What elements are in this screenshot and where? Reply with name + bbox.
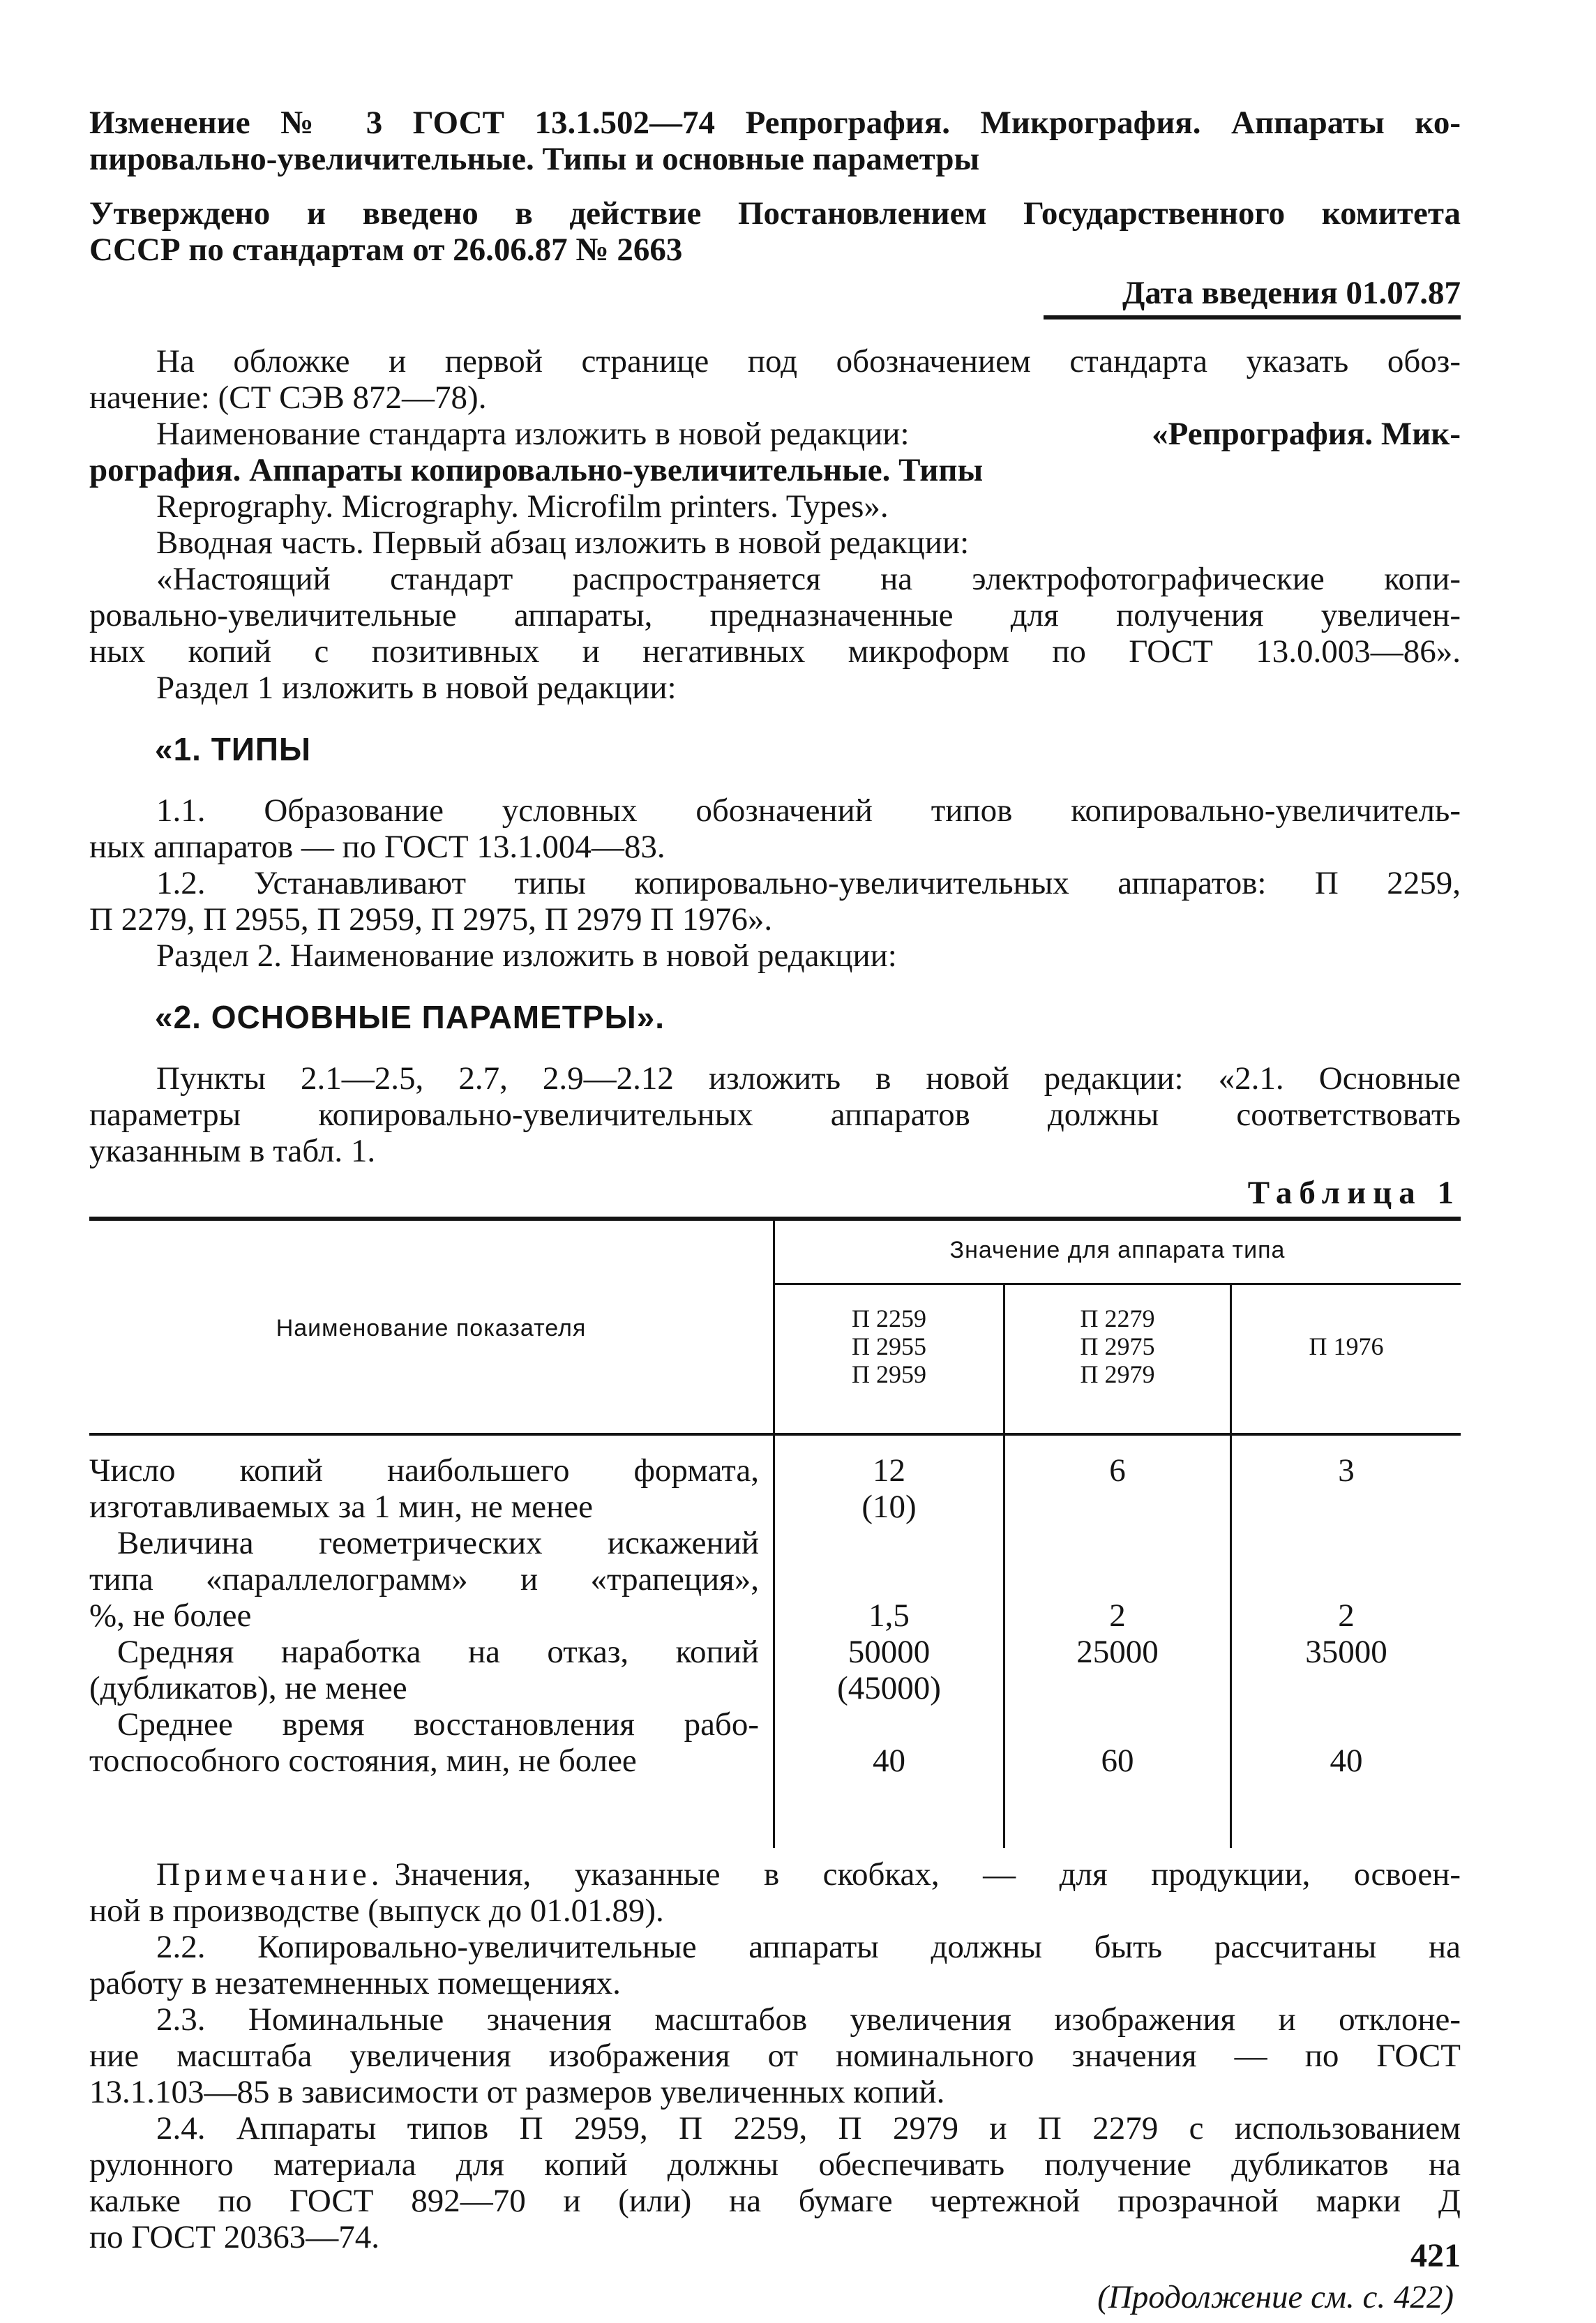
table-row	[89, 1452, 759, 1525]
title-change-line1	[89, 416, 1461, 452]
section1-heading: «1. ТИПЫ	[155, 731, 311, 767]
clause-2-3-line1: 2.3. Номинальные значения масштабов увеличения изображения и отклоне-	[156, 2001, 1461, 2038]
row1-value-col2: 6	[1109, 1452, 1126, 1489]
title-change-text: Наименование стандарта изложить в новой редакции:	[156, 416, 910, 452]
section2-name-note: Раздел 2. Наименование изложить в новой редакции:	[156, 938, 897, 974]
model-label: П 2955	[852, 1332, 926, 1360]
table-row	[89, 1634, 759, 1706]
clause-1-2-line2: П 2279, П 2955, П 2959, П 2975, П 2979 П 1976».	[89, 901, 773, 938]
row1-value-col3: 3	[1338, 1452, 1355, 1489]
model-label: П 2979	[1080, 1360, 1155, 1388]
header-models-col1	[775, 1305, 1003, 1388]
row-name-line: типа «параллелограмм» и «трапеция»,	[89, 1561, 759, 1597]
row-name-line: Величина геометрических искажений	[117, 1525, 759, 1561]
header-indicator-name: Наименование показателя	[276, 1315, 587, 1341]
header-models-col2	[1005, 1305, 1230, 1388]
cover-note-line1: На обложке и первой странице под обозначением стандарта указать обоз-	[156, 343, 1461, 379]
row1-value-col1	[775, 1452, 1003, 1525]
cell-value: 50000	[848, 1634, 931, 1670]
note-line2: ной в производстве (выпуск до 01.01.89).	[89, 1893, 664, 1929]
row3-value-col3: 35000	[1305, 1634, 1387, 1670]
clause-1-1-line1: 1.1. Образование условных обозначений типов копировально-увеличитель-	[156, 792, 1461, 829]
note-text: Значения, указанные в скобках, — для продукции, освоен-	[394, 1856, 1461, 1893]
table-group-rule	[774, 1283, 1461, 1285]
parameters-table	[89, 1217, 1461, 1848]
row-name-line: Число копий наибольшего формата,	[89, 1452, 759, 1489]
row-name-line: изготавливаемых за 1 мин, не менее	[89, 1489, 593, 1525]
intro-part-note: Вводная часть. Первый абзац изложить в новой редакции:	[156, 525, 970, 561]
model-label: П 1976	[1309, 1332, 1384, 1360]
table-row	[89, 1525, 759, 1634]
model-label: П 2975	[1080, 1332, 1155, 1360]
note-block	[89, 1856, 1461, 1929]
note-line1	[89, 1856, 1461, 1893]
section1-note: Раздел 1 изложить в новой редакции:	[156, 670, 677, 706]
cover-note-line2: начение: (СТ СЭВ 872—78).	[89, 379, 487, 416]
table-row	[89, 1706, 759, 1779]
section2-text-line2: параметры копировально-увеличительных аппаратов должны соответствовать	[89, 1097, 1461, 1133]
section2-text-line3: указанным в табл. 1.	[89, 1133, 376, 1169]
introduction-date-text: Дата введения 01.07.87	[1044, 275, 1461, 319]
note-label: Примечание.	[156, 1856, 384, 1893]
scope-line1: «Настоящий стандарт распространяется на электрофотографические копи-	[156, 561, 1461, 597]
table-caption: Таблица 1	[1247, 1175, 1461, 1211]
table-caption-row	[89, 1175, 1461, 1211]
row-name-line: тоспособного состояния, мин, не более	[89, 1743, 637, 1779]
row3-value-col2: 25000	[1076, 1634, 1159, 1670]
row4-value-col2: 60	[1101, 1743, 1134, 1779]
cell-value: 12	[873, 1452, 905, 1489]
row4-value-col1: 40	[873, 1743, 905, 1779]
table-top-rule	[89, 1217, 1461, 1221]
clause-2-3-line2: ние масштаба увеличения изображения от номинального значения — по ГОСТ	[89, 2038, 1461, 2074]
row2-value-col3: 2	[1338, 1597, 1355, 1634]
clause-2-4-line1: 2.4. Аппараты типов П 2959, П 2259, П 2979 и П 2279 с использованием	[156, 2110, 1461, 2147]
clause-2-4-line2: рулонного материала для копий должны обеспечивать получение дубликатов на	[89, 2147, 1461, 2183]
scope-line2: ровально-увеличительные аппараты, предназначенные для получения увеличен-	[89, 597, 1461, 633]
row-name-line: Средняя наработка на отказ, копий	[117, 1634, 759, 1670]
row2-value-col2: 2	[1109, 1597, 1126, 1634]
document-page	[89, 105, 1461, 2316]
row2-value-col1: 1,5	[868, 1597, 910, 1634]
cell-value: (45000)	[837, 1670, 941, 1706]
scope-line3: ных копий с позитивных и негативных микроформ по ГОСТ 13.0.003—86».	[89, 633, 1461, 670]
model-label: П 2959	[852, 1360, 926, 1388]
amendment-title-line2: пировально-увеличительные. Типы и основные параметры	[89, 141, 980, 177]
continuation-note: (Продолжение см. с. 422)	[1097, 2279, 1454, 2315]
section2-heading: «2. ОСНОВНЫЕ ПАРАМЕТРЫ».	[155, 999, 665, 1035]
row-name-line: %, не более	[89, 1597, 252, 1634]
section2-text-line1: Пункты 2.1—2.5, 2.7, 2.9—2.12 изложить в новой редакции: «2.1. Основные	[156, 1060, 1461, 1097]
introduction-date	[89, 275, 1461, 319]
model-label: П 2279	[1080, 1305, 1155, 1332]
new-title-english: Reprography. Micrography. Microfilm printers. Types».	[156, 488, 889, 525]
page-number: 421	[1410, 2237, 1461, 2274]
row-name-line: Среднее время восстановления рабо-	[117, 1706, 759, 1743]
cell-value: (10)	[861, 1489, 917, 1525]
new-title-start: «Репрография. Мик-	[1152, 416, 1461, 452]
new-title-line2: рография. Аппараты копировально-увеличительные. Типы	[89, 452, 984, 488]
clause-2-3-line3: 13.1.103—85 в зависимости от размеров увеличенных копий.	[89, 2074, 945, 2110]
header-value-group: Значение для аппарата типа	[949, 1237, 1286, 1263]
clause-1-2-line1: 1.2. Устанавливают типы копировально-увеличительных аппаратов: П 2259,	[156, 865, 1461, 901]
row-name-line: (дубликатов), не менее	[89, 1670, 407, 1706]
approval-line2: СССР по стандартам от 26.06.87 № 2663	[89, 232, 683, 268]
row3-value-col1	[775, 1634, 1003, 1706]
header-models-col3	[1232, 1332, 1461, 1360]
clause-2-4-line3: кальке по ГОСТ 892—70 и (или) на бумаге чертежной прозрачной марки Д	[89, 2183, 1461, 2219]
clause-2-4-line4: по ГОСТ 20363—74.	[89, 2219, 379, 2255]
table-header-rule	[89, 1433, 1461, 1436]
approval-line1: Утверждено и введено в действие Постановлением Государственного комитета	[89, 195, 1461, 232]
amendment-title-line1: Изменение № 3 ГОСТ 13.1.502—74 Репрография. Микрография. Аппараты ко-	[89, 105, 1461, 141]
row4-value-col3: 40	[1330, 1743, 1363, 1779]
model-label: П 2259	[852, 1305, 926, 1332]
clause-2-2-line1: 2.2. Копировально-увеличительные аппараты должны быть рассчитаны на	[156, 1929, 1461, 1965]
clause-2-2-line2: работу в незатемненных помещениях.	[89, 1965, 621, 2001]
clause-1-1-line2: ных аппаратов — по ГОСТ 13.1.004—83.	[89, 829, 665, 865]
